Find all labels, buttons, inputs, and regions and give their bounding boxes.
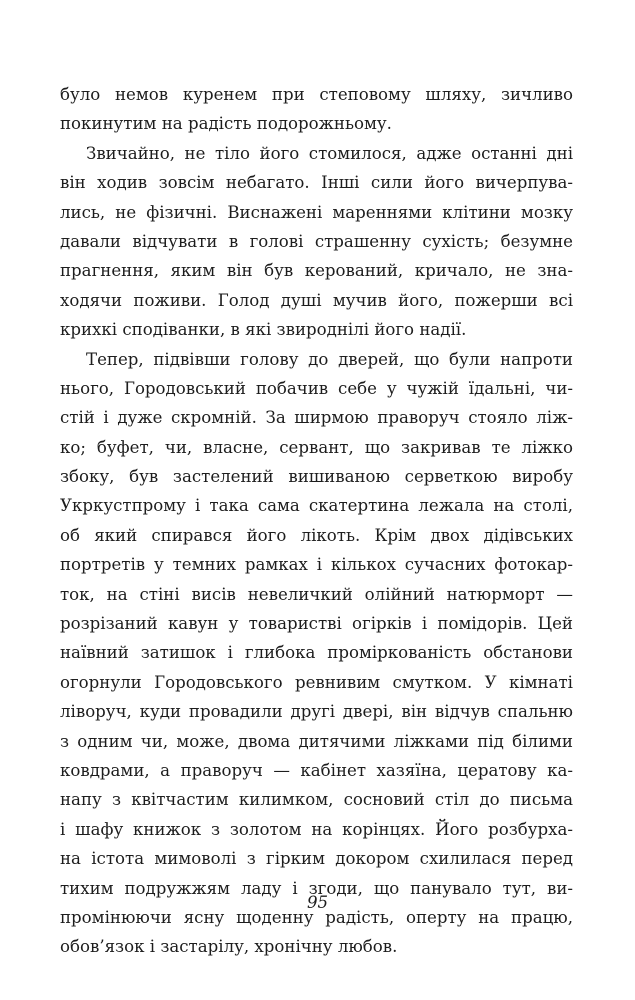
text-line: об який спирався його лікоть. Крім двох дідівських: [60, 525, 573, 545]
body-text: [60, 80, 573, 962]
text-line: на істота мимоволі з гірким докором схилилася перед: [60, 849, 573, 869]
text-line: ко; буфет, чи, власне, сервант, що закривав те ліжко: [60, 437, 573, 457]
text-line: нього, Городовський побачив себе у чужій їдальні, чи-: [60, 378, 573, 398]
text-line: збоку, був застелений вишиваною серветкою виробу: [60, 467, 573, 487]
text-line: і шафу книжок з золотом на корінцях. Його розбурха-: [60, 819, 573, 839]
text-line: стій і дуже скромній. За ширмою праворуч стояло ліж-: [60, 408, 573, 428]
text-line: ток, на стіні висів невеличкий олійний натюрморт —: [60, 584, 573, 604]
page-number: 95: [306, 893, 329, 912]
paragraph: [60, 139, 573, 345]
text-line: тихим подружжям ладу і згоди, що панувало тут, ви-: [60, 878, 573, 898]
text-line: ходячи поживи. Голод душі мучив його, пожерши всі: [60, 290, 573, 310]
text-line: розрізаний кавун у товаристві огірків і помідорів. Цей: [60, 614, 573, 634]
text-line: обов’язок і застарілу, хронічну любов.: [60, 937, 398, 957]
text-line: прагнення, яким він був керований, кричало, не зна-: [60, 261, 573, 281]
text-line: було немов куренем при степовому шляху, зичливо: [60, 85, 573, 104]
text-line: наївний затишок і глибока проміркованість обстанови: [60, 643, 573, 663]
text-line: давали відчувати в голові страшенну сухість; безумне: [60, 231, 573, 251]
text-line: з одним чи, може, двома дитячими ліжками під білими: [60, 731, 573, 751]
text-line: напу з квітчастим килимком, сосновий стіл до письма: [60, 790, 573, 810]
paragraph: [60, 345, 573, 962]
text-line: промінюючи ясну щоденну радість, оперту на працю,: [60, 907, 573, 927]
text-line: покинутим на радість подорожньому.: [60, 114, 392, 134]
text-line: Звичайно, не тіло його стомилося, адже останні дні: [86, 143, 573, 163]
paragraph: [60, 80, 573, 139]
text-line: Укркустпрому і така сама скатертина лежала на столі,: [60, 496, 573, 516]
text-line: він ходив зовсім небагато. Інші сили його вичерпува-: [60, 173, 573, 193]
text-line: огорнули Городовського ревнивим смутком. У кімнаті: [60, 672, 573, 692]
text-line: лись, не фізичні. Виснажені мареннями клітини мозку: [60, 202, 573, 222]
text-line: крихкі сподіванки, в які звироднілі його надії.: [60, 320, 467, 340]
text-line: ковдрами, а праворуч — кабінет хазяїна, цератову ка-: [60, 760, 573, 780]
text-line: ліворуч, куди провадили другі двері, він відчув спальню: [60, 702, 573, 722]
text-line: Тепер, підвівши голову до дверей, що були напроти: [86, 349, 573, 369]
text-line: портретів у темних рамках і кількох сучасних фотокар-: [60, 555, 573, 575]
